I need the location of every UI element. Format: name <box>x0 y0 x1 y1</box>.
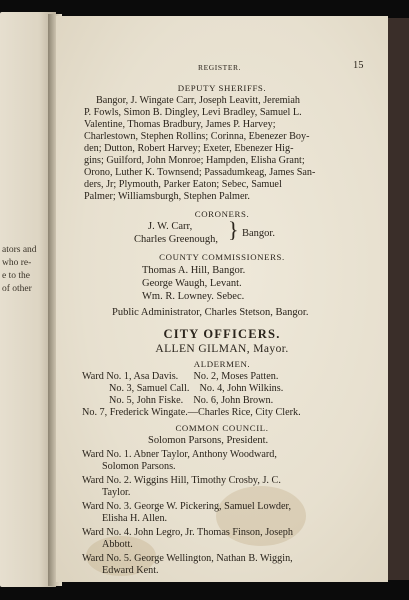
council-line: Solomon Parsons. <box>102 461 176 472</box>
deputy-sheriffs-line: Palmer; Williamsburgh, Stephen Palmer. <box>84 191 250 202</box>
council-line: Ward No. 4. John Legro, Jr. Thomas Finson, Joseph <box>82 527 293 538</box>
deputy-sheriffs-line: Orono, Luther K. Townsend; Passadumkeag, James San- <box>84 167 316 178</box>
council-president: Solomon Parsons, President. <box>148 435 269 446</box>
deputy-sheriffs-line: den; Dutton, Robert Harvey; Exeter, Ebenezer Hig- <box>84 143 294 154</box>
council-line: Edward Kent. <box>102 565 159 576</box>
aldermen-heading: ALDERMEN. <box>193 359 251 369</box>
mayor-line: ALLEN GILMAN, Mayor. <box>155 343 289 355</box>
council-line: Ward No. 3. George W. Pickering, Samuel Lowder, <box>82 501 292 512</box>
page-number: 15 <box>353 60 364 71</box>
common-council-heading: COMMON COUNCIL. <box>175 423 269 433</box>
running-title: REGISTER. <box>198 63 242 72</box>
council-line: Ward No. 5. George Wellington, Nathan B. Wiggin, <box>82 553 293 564</box>
brace-glyph: } <box>228 217 239 242</box>
deputy-sheriffs-heading: DEPUTY SHERIFFS. <box>177 83 267 93</box>
coroners-heading: CORONERS. <box>194 209 250 219</box>
deputy-sheriffs-line: Valentine, Thomas Bradbury, James P. Harvey; <box>84 119 276 130</box>
left-page-fragment: ators and <box>2 245 37 255</box>
coroners-town: Bangor. <box>242 228 275 239</box>
deputy-sheriffs-line: gins; Guilford, John Monroe; Hampden, Elisha Grant; <box>84 155 305 166</box>
left-page-fragment: of other <box>2 284 32 294</box>
public-administrator: Public Administrator, Charles Stetson, Bangor. <box>112 307 309 318</box>
city-officers-heading: CITY OFFICERS. <box>163 327 281 341</box>
coroner-name: Charles Greenough, <box>134 234 218 245</box>
deputy-sheriffs-line: Charlestown, Stephen Rollins; Corinna, Ebenezer Boy- <box>84 131 310 142</box>
council-line: Ward No. 2. Wiggins Hill, Timothy Crosby, J. C. <box>82 475 281 486</box>
aldermen-line: No. 3, Samuel Call. No. 4, John Wilkins. <box>109 383 284 394</box>
council-line: Taylor. <box>102 487 131 498</box>
coroner-name: J. W. Carr, <box>148 221 193 232</box>
council-line: Ward No. 1. Abner Taylor, Anthony Woodward, <box>82 449 277 460</box>
council-line: Elisha H. Allen. <box>102 513 168 524</box>
deputy-sheriffs-line: ders, Jr; Plymouth, Parker Eaton; Sebec, Samuel <box>84 179 282 190</box>
commissioner-line: Wm. R. Lowney. Sebec. <box>142 291 245 302</box>
aldermen-line: Ward No. 1, Asa Davis. No. 2, Moses Patten. <box>82 371 279 382</box>
commissioner-line: Thomas A. Hill, Bangor. <box>142 265 246 276</box>
book-page <box>56 16 388 582</box>
commissioner-line: George Waugh, Levant. <box>142 278 242 289</box>
county-commissioners-heading: COUNTY COMMISSIONERS. <box>159 252 285 262</box>
deputy-sheriffs-line: P. Fowls, Simon B. Dingley, Levi Bradley, Samuel L. <box>84 107 302 118</box>
aldermen-line: No. 7, Frederick Wingate.—Charles Rice, City Clerk. <box>82 407 301 418</box>
council-line: Abbott. <box>102 539 133 550</box>
left-page-fragment: e to the <box>2 271 30 281</box>
left-page-fragment: who re- <box>2 258 32 268</box>
aldermen-line: No. 5, John Fiske. No. 6, John Brown. <box>109 395 274 406</box>
book-cover-edge <box>388 18 409 580</box>
deputy-sheriffs-line: Bangor, J. Wingate Carr, Joseph Leavitt, Jeremiah <box>96 95 300 106</box>
